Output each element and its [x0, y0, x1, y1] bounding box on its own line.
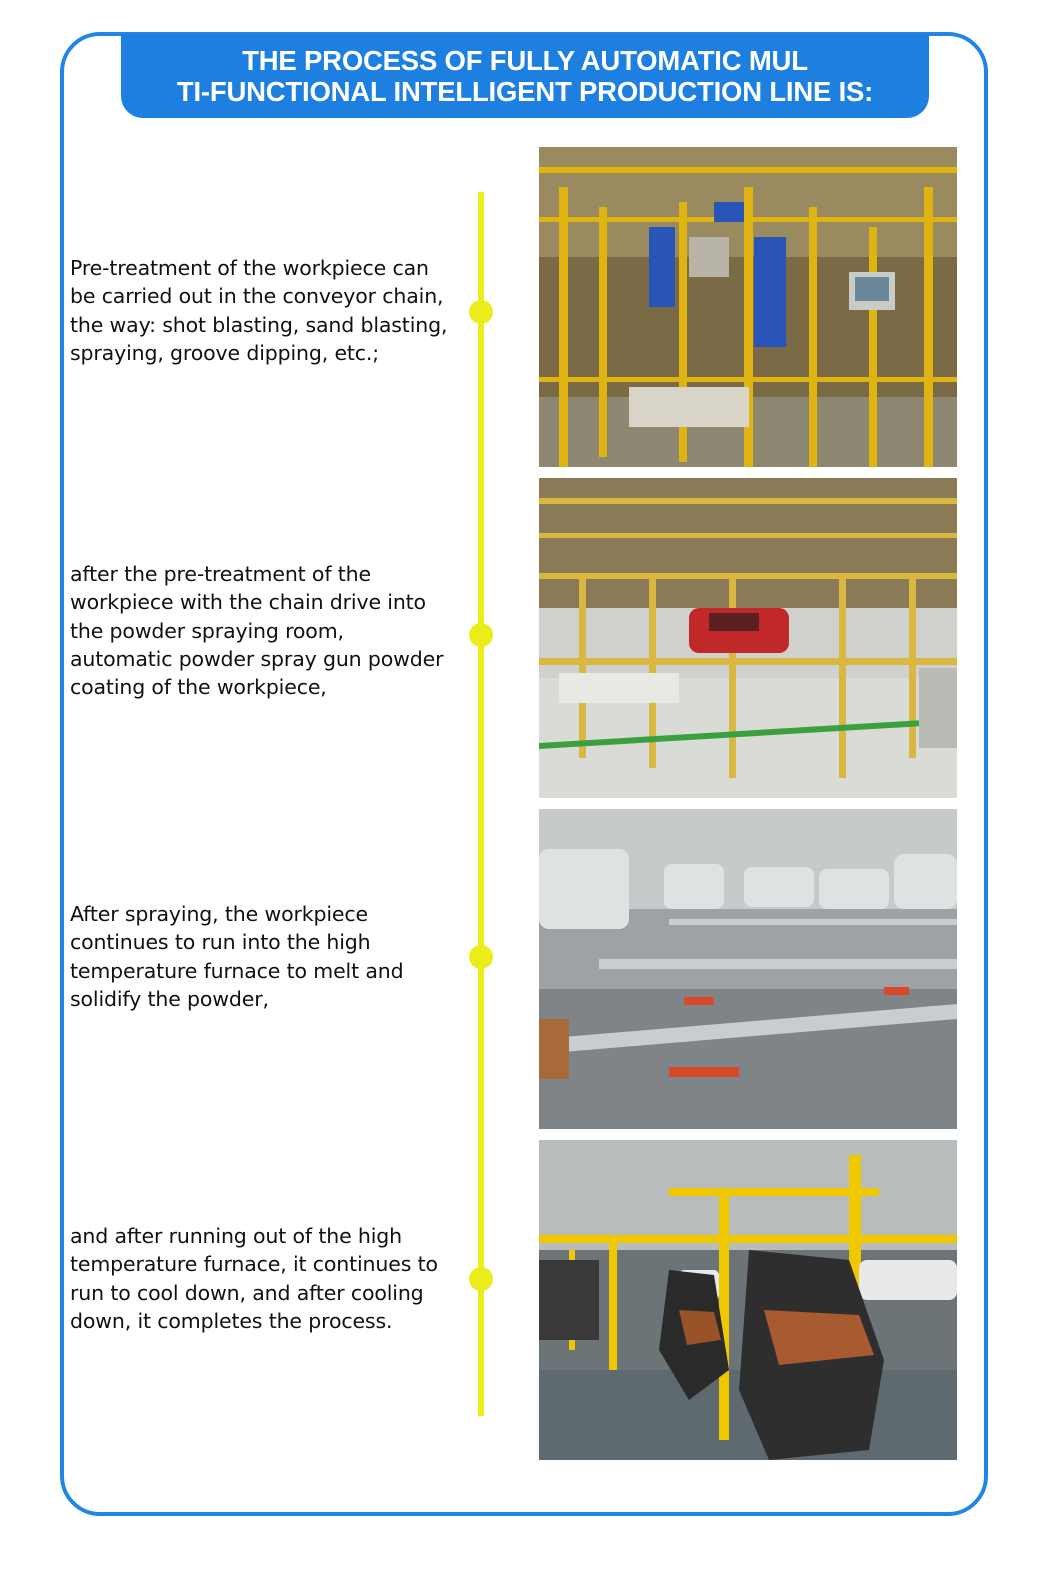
step-description: Pre-treatment of the workpiece can be carried out in the conveyor chain, the way: shot blasting, sand blasting, spraying, groove dipping, etc.;	[70, 256, 448, 365]
step-description: After spraying, the workpiece continues to run into the high temperature furnace to melt and solidify the powder,	[70, 902, 404, 1011]
step-description: and after running out of the high temperature furnace, it continues to run to cool down, and after cooling down, it completes the process.	[70, 1224, 438, 1333]
overhead-conveyor-spray-room-photo	[539, 478, 957, 798]
timeline-line	[478, 192, 484, 1416]
car-body-conveyor-line-photo	[539, 809, 957, 1129]
door-assembly-line-photo	[539, 1140, 957, 1460]
step-description: after the pre-treatment of the workpiece with the chain drive into the powder spraying room, automatic powder spray gun powder coating of the workpiece,	[70, 562, 444, 700]
page-title: THE PROCESS OF FULLY AUTOMATIC MUL TI-FUNCTIONAL INTELLIGENT PRODUCTION LINE IS:	[176, 45, 874, 107]
robotic-pretreatment-cell-photo	[539, 147, 957, 467]
title-banner	[121, 34, 929, 118]
